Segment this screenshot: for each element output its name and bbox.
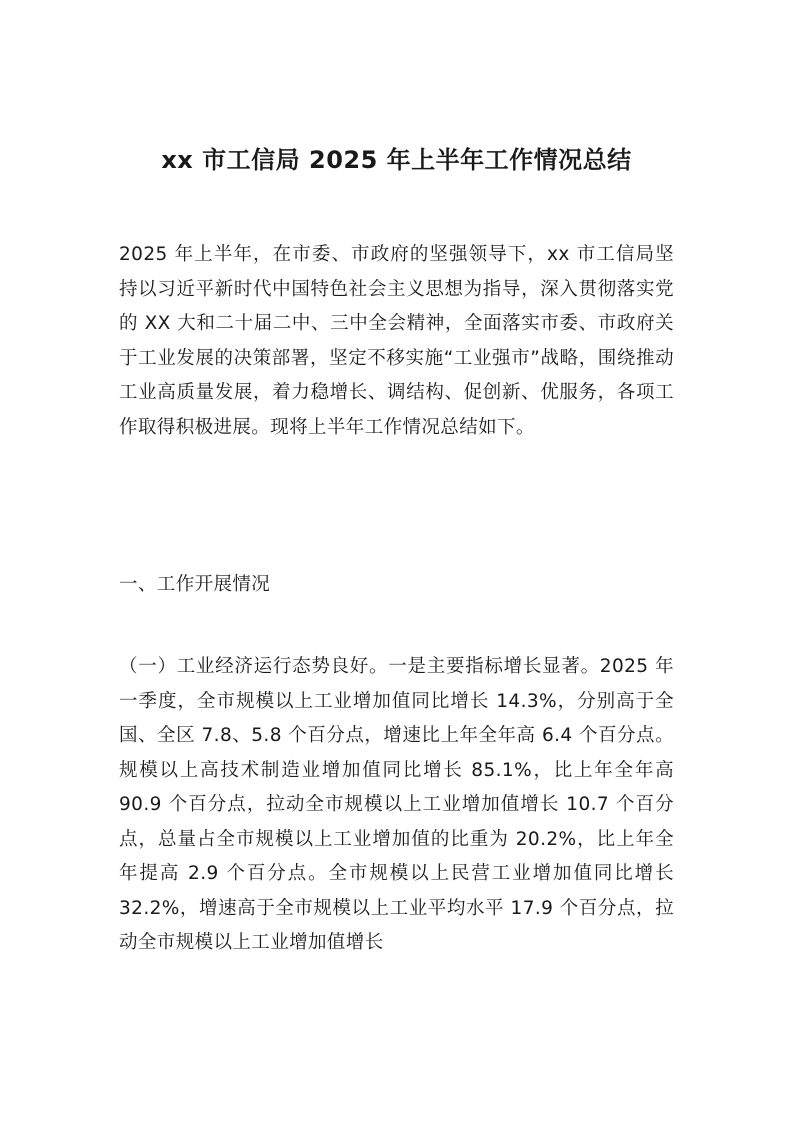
section-paragraph: （一）工业经济运行态势良好。一是主要指标增长显著。2025 年一季度，全市规模以上工业增加值同比增长 14.3%，分别高于全国、全区 7.8、5.8 个百分点，增速比上年全年高 6.4 个百分点。规模以上高技术制造业增加值同比增长 85.1%，比上年全年高 90.9 个百分点，拉动全市规模以上工业增加值增长 10.7 个百分点，总量占全市规模以上工业增加值的比重为 20.2%，比上年全年提高 2.9 个百分点。全市规模以上民营工业增加值同比增长 32.2%，增速高于全市规模以上工业平均水平 17.9 个百分点，拉动全市规模以上工业增加值增长	[119, 656, 674, 953]
section-heading: 一、工作开展情况	[119, 574, 271, 595]
document-title: xx 市工信局 2025 年上半年工作情况总结	[161, 146, 632, 175]
intro-paragraph: 2025 年上半年，在市委、市政府的坚强领导下，xx 市工信局坚持以习近平新时代中国特色社会主义思想为指导，深入贯彻落实党的 XX 大和二十届二中、三中全会精神，全面落实市委、市政府关于工业发展的决策部署，坚定不移实施“工业强市”战略，围绕推动工业高质量发展，着力稳增长、调结构、促创新、优服务，各项工作取得积极进展。现将上半年工作情况总结如下。	[119, 244, 674, 438]
